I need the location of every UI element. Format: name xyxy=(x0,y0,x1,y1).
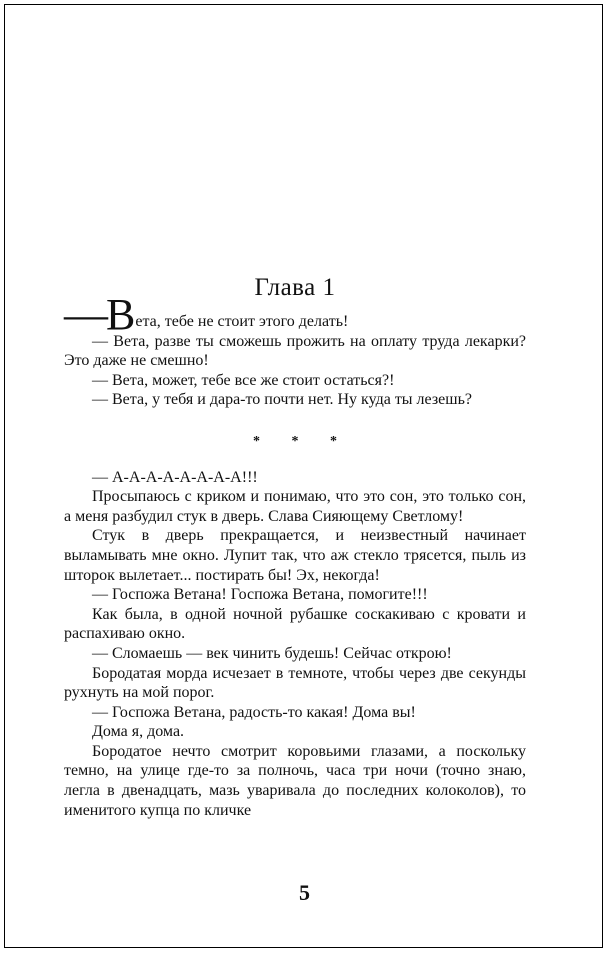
section-separator: * * * xyxy=(253,433,351,449)
paragraph: Бородатая морда исчезает в темноте, чтобы через две секунды рухнуть на мой порог. xyxy=(64,664,526,702)
paragraph: — Госпожа Ветана! Госпожа Ветана, помогите!!! xyxy=(92,586,428,604)
paragraph: — Вета, у тебя и дара-то почти нет. Ну куда ты лезешь? xyxy=(92,391,472,409)
drop-dash: — xyxy=(64,290,106,339)
page-number: 5 xyxy=(299,880,310,905)
paragraph: — Вета, разве ты сможешь прожить на оплату труда лекарки? Это даже не смешно! xyxy=(64,332,526,370)
paragraph: — Сломаешь — век чинить будешь! Сейчас открою! xyxy=(92,644,452,662)
paragraph: Просыпаюсь с криком и понимаю, что это сон, это только сон, а меня разбудил стук в дверь. Слава Сияющему Светлому! xyxy=(64,488,526,525)
page-text-block xyxy=(64,273,526,820)
paragraph: Дома я, дома. xyxy=(92,723,185,741)
paragraph: — А-А-А-А-А-А-А-А!!! xyxy=(92,468,258,486)
paragraph: Бородатое нечто смотрит коровьими глазами, а поскольку темно, на улице где-то за полночь, часа три ночи (точно знаю, легла в двенадцать, мазь уваривала до последних колоколов), то именитого купца по кличке xyxy=(64,742,526,819)
paragraph: Стук в дверь прекращается, и неизвестный начинает выламывать мне окно. Лупит так, что аж стекло трясется, пыль из шторок вылетает... постирать бы! Эх, некогда! xyxy=(64,527,526,584)
paragraph: — Вета, может, тебе все же стоит остаться?! xyxy=(92,371,395,389)
opening-paragraph-text: ета, тебе не стоит этого делать! xyxy=(135,313,349,330)
drop-cap: В xyxy=(106,290,136,339)
opening-paragraph xyxy=(64,290,526,339)
paragraph: — Госпожа Ветана, радость-то какая! Дома вы! xyxy=(92,703,416,721)
paragraph: Как была, в одной ночной рубашке соскакиваю с кровати и распахиваю окно. xyxy=(64,605,526,643)
chapter-title: Глава 1 xyxy=(254,274,336,301)
book-page xyxy=(4,4,603,948)
